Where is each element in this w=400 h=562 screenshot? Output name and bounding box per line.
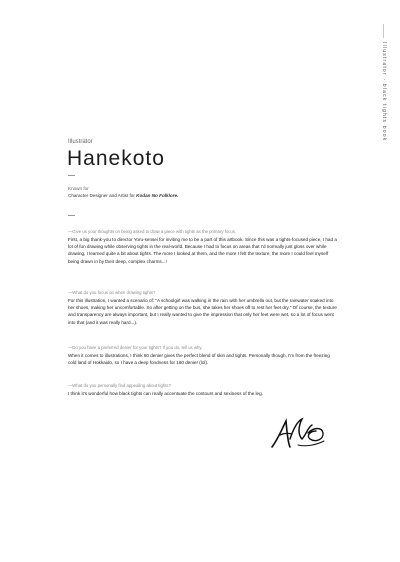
qa-block — [68, 228, 338, 265]
qa-block — [68, 344, 338, 366]
credit-work: Kodan No Folklore. — [136, 193, 179, 198]
question: —What do you personally find appealing about tights? — [68, 383, 171, 388]
side-running-title-text: Illustrator · black tights book — [381, 42, 387, 142]
answer: I think it's wonderful how black tights can really accentuate the contours and sexiness of the leg. — [68, 391, 263, 396]
question: —What do you focus on when drawing tights? — [68, 290, 156, 295]
divider-rule — [68, 215, 75, 216]
artist-name: Hanekoto — [67, 147, 165, 170]
question: —Give us your thoughts on being asked to draw a piece with tights as the primary focus. — [68, 229, 237, 234]
artist-signature — [268, 409, 328, 453]
answer: When it comes to illustrations, I think 60 denier gives the perfect blend of skin and tights. Personally though, I'm from the freezing cold land of Hokkaido, so I have a deep fondness for 160 denier (lol). — [68, 353, 330, 366]
qa-block — [68, 289, 338, 326]
question: —Do you have a preferred denier for your tights? If you do, tell us why. — [68, 345, 203, 350]
credit-line — [68, 193, 178, 198]
answer: For this illustration, I wanted a scenario of: "A schoolgirl was walking in the rain with her umbrella out, but the rainwater soaked into her shoes, making her uncomfortable. So after getting on the bus, she takes her shoes off to rest her feet dry." Of course, the texture and transparency are always important, but I really wanted to give the impression that only her feet were wet, so a lot of focus went into that (and it was really hard...). — [68, 298, 337, 325]
role-label: Illustrator — [68, 139, 93, 145]
credit-label: Known for — [68, 186, 89, 191]
side-running-title — [381, 42, 387, 141]
credit-prefix: Character Designer and Artist for — [68, 193, 137, 198]
qa-block — [68, 382, 268, 397]
divider-rule — [68, 175, 75, 176]
answer: First, a big thank-you to director Yoru-sensei for inviting me to be a part of this artbook. Since this was a tights-focused piece, I had a lot of fun drawing while observing tights in the real-world. Because I had to focus on areas that I'd normally just gloss over while drawing, I learned quite a bit about tights. The more I looked at them, and the more I felt the texture, the more I could feel myself being drawn in by their deep, complex charms...! — [68, 237, 337, 264]
side-divider — [383, 24, 384, 38]
